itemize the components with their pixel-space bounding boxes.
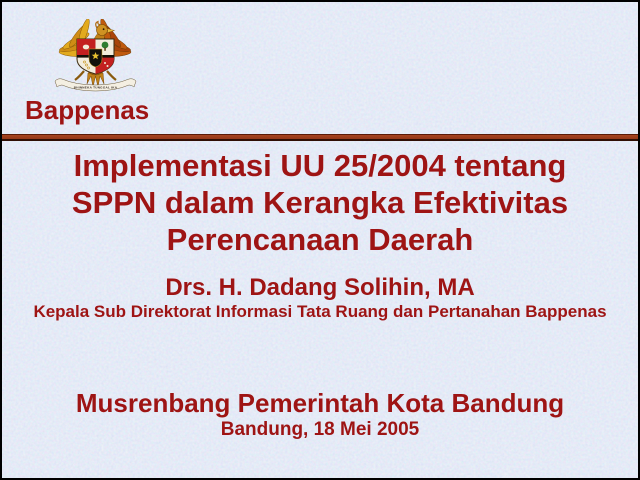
author-name: Drs. H. Dadang Solihin, MA xyxy=(165,274,475,301)
garuda-pancasila-icon xyxy=(46,19,144,93)
title-line-3: Perencanaan Daerah xyxy=(166,222,474,257)
org-label: Bappenas xyxy=(25,95,150,125)
author-role: Kepala Sub Direktorat Informasi Tata Ruang dan Pertanahan Bappenas xyxy=(33,302,607,321)
slide-content xyxy=(2,2,638,478)
title-line-1: Implementasi UU 25/2004 tentang xyxy=(73,148,567,183)
event-date: Bandung, 18 Mei 2005 xyxy=(220,419,420,440)
divider-line xyxy=(2,134,638,141)
title-line-2: SPPN dalam Kerangka Efektivitas xyxy=(71,185,569,220)
motto-text: BHINNEKA TUNGGAL IKA xyxy=(73,85,118,90)
event-name: Musrenbang Pemerintah Kota Bandung xyxy=(75,388,565,418)
slide-title xyxy=(2,147,638,258)
